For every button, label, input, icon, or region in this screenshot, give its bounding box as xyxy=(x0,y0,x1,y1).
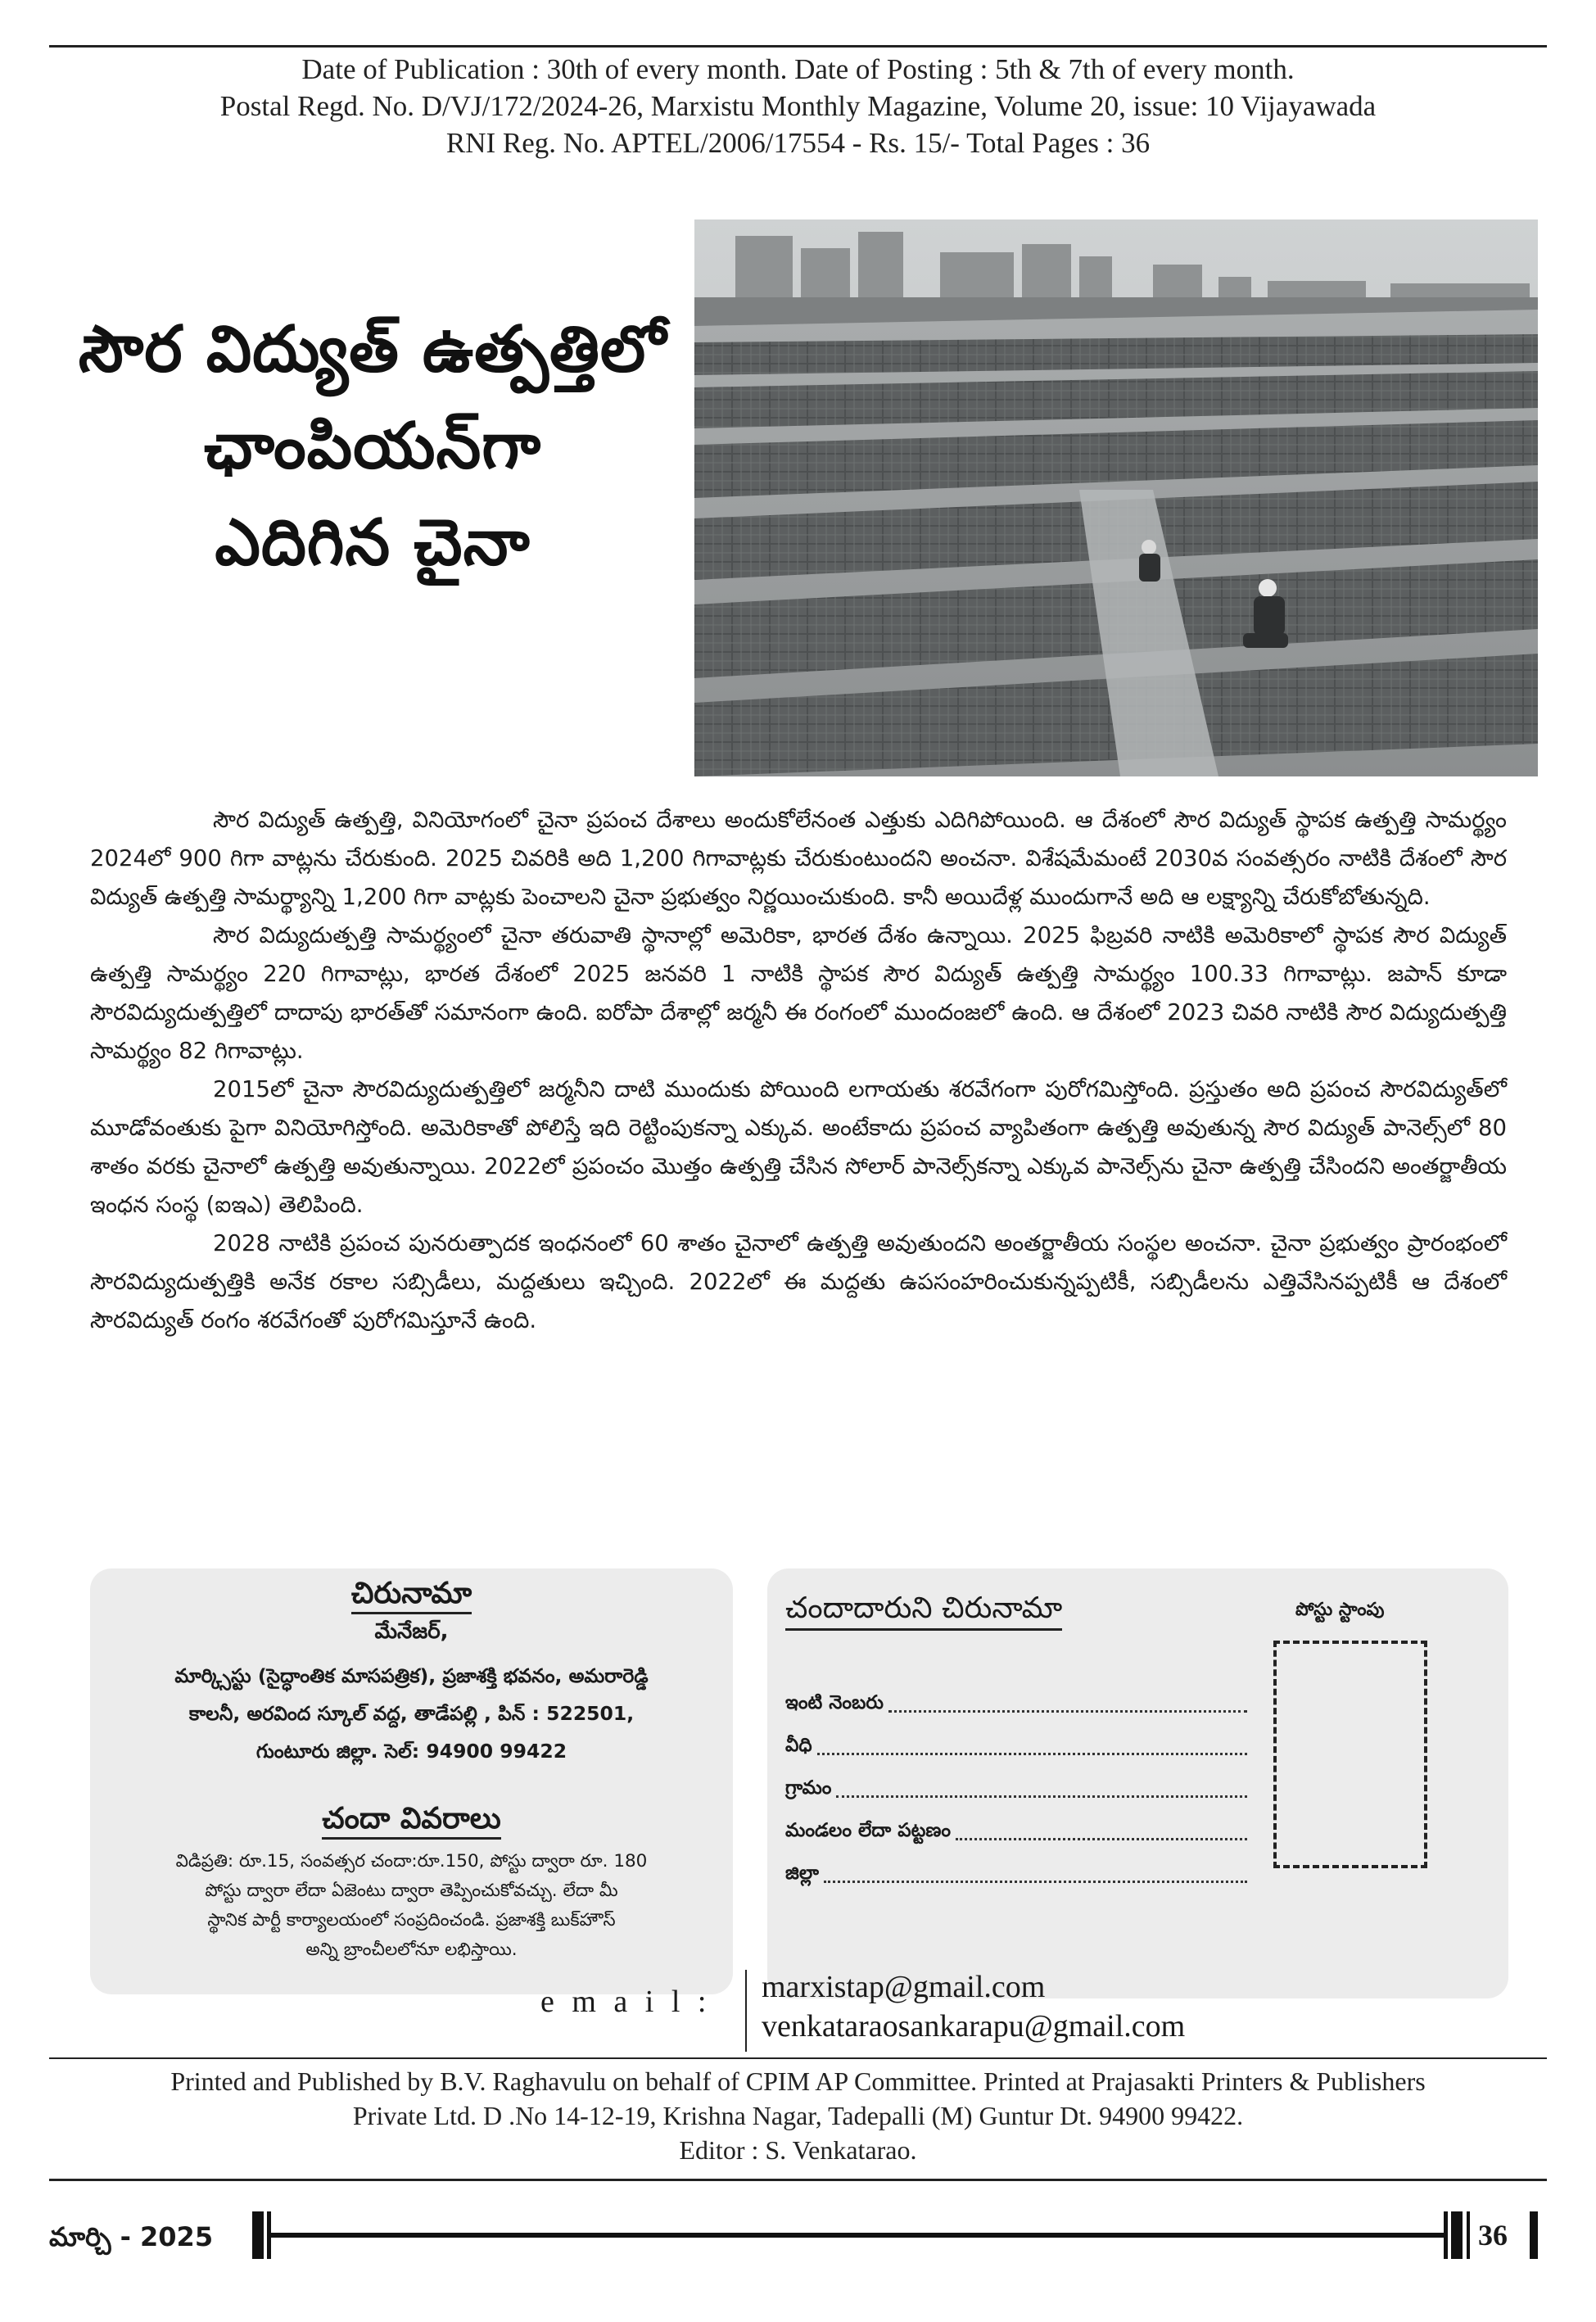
manager-label: మేనేజర్‌, xyxy=(374,1619,449,1644)
imprint-line-2: Private Ltd. D .No 14-12-19, Krishna Nagar, Tadepalli (M) Guntur Dt. 94900 99422. xyxy=(352,2101,1244,2130)
title-line-1: సౌర విద్యుత్‌ ఉత్పత్తిలో xyxy=(78,313,667,387)
email-link[interactable]: venkataraosankarapu@gmail.com xyxy=(762,2009,1186,2044)
subscription-line: పోస్టు ద్వారా లేదా ఏజెంటు ద్వారా తెప్పించుకోవచ్చు. లేదా మీ xyxy=(205,1881,618,1901)
footer-bar-end xyxy=(1530,2211,1538,2259)
field-village[interactable] xyxy=(785,1767,1252,1809)
field-street[interactable] xyxy=(785,1724,1252,1767)
article-paragraph: 2015లో చైనా సౌరవిద్యుదుత్పత్తిలో జర్మనీని దాటి ముందుకు పోయింది లగాయతు శరవేగంగా పురోగమిస్తోంది. ప్రస్తుతం అది ప్రపంచ సౌరవిద్యుత్‌లో మూడోవంతుకు పైగా వినియోగిస్తోంది. అమెరికాతో పోలిస్తే ఇది రెట్టింపుకన్నా ఎక్కువ. అంటేకాదు ప్రపంచ వ్యాపితంగా ఉత్పత్తి అవుతున్న సౌర విద్యుత్‌ పానెల్స్‌లో 80 శాతం వరకు చైనాలో ఉత్పత్తి అవుతున్నాయి. 2022లో ప్రపంచం మొత్తం ఉత్పత్తి చేసిన సోలార్‌ పానెల్స్‌కన్నా ఎక్కువ పానెల్స్‌ను చైనా ఉత్పత్తి చేసిందని అంతర్జాతీయ ఇంధన సంస్థ (ఐఇఎ) తెలిపింది. xyxy=(90,1076,1507,1218)
imprint-line-3: Editor : S. Venkatarao. xyxy=(679,2135,917,2165)
address-heading: చిరునామా xyxy=(351,1577,472,1614)
subscriber-heading: చందాదారుని చిరునామా xyxy=(785,1591,1062,1631)
field-label: ఇంటి నెంబరు xyxy=(785,1692,884,1713)
title-line-2: ఛాంపియన్‌గా xyxy=(203,410,542,483)
imprint-line-1: Printed and Published by B.V. Raghavulu on behalf of CPIM AP Committee. Printed at Prajasakti Printers & Publishers xyxy=(170,2066,1426,2096)
field-label: గ్రామం xyxy=(785,1777,832,1799)
field-label: జిల్లా xyxy=(785,1863,819,1884)
page-number: 36 xyxy=(1478,2219,1508,2252)
address-box xyxy=(90,1568,733,1994)
subscription-heading: చందా వివరాలు xyxy=(322,1802,501,1840)
article-paragraph: సౌర విద్యుత్‌ ఉత్పత్తి, వినియోగంలో చైనా ప్రపంచ దేశాలు అందుకోలేనంత ఎత్తుకు ఎదిగిపోయింది. ఆ దేశంలో సౌర విద్యుత్‌ స్థాపక ఉత్పత్తి సామర్థ్యం 2024లో 900 గిగా వాట్లను చేరుకుంది. 2025 చివరికి అది 1,200 గిగావాట్లకు చేరుకుంటుందని అంచనా. విశేషమేమంటే 2030వ సంవత్సరం నాటికి దేశంలో సౌర విద్యుత్‌ ఉత్పత్తి సామర్థ్యాన్ని 1,200 గిగా వాట్లకు పెంచాలని చైనా ప్రభుత్వం నిర్ణయించుకుంది. కానీ అయిదేళ్ల ముందుగానే అది ఆ లక్ష్యాన్ని చేరుకోబోతున్నది. xyxy=(90,807,1507,910)
masthead-line-3: RNI Reg. No. APTEL/2006/17554 - Rs. 15/- Total Pages : 36 xyxy=(445,127,1151,159)
email-divider xyxy=(745,1970,747,2052)
article-paragraph: 2028 నాటికి ప్రపంచ పునరుత్పాదక ఇంధనంలో 60 శాతం చైనాలో ఉత్పత్తి అవుతుందని అంతర్జాతీయ సంస్థల అంచనా. చైనా ప్రభుత్వం ప్రారంభంలో సౌరవిద్యుదుత్పత్తికి అనేక రకాల సబ్సిడీలు, మద్దతులు ఇచ్చింది. 2022లో ఈ మద్దతు ఉపసంహరించుకున్నప్పటికీ, సబ్సిడీలను ఎత్తివేసినప్పటికీ ఆ దేశంలో సౌరవిద్యుత్‌ రంగం శరవేగంతో పురోగమిస్తూనే ఉంది. xyxy=(90,1230,1507,1333)
address-line: కాలనీ, అరవింద స్కూల్‌ వద్ద, తాడేపల్లి , పిన్‌ : 522501, xyxy=(188,1702,635,1725)
subscription-line: స్థానిక పార్టీ కార్యాలయంలో సంప్రదించండి. ప్రజాశక్తి బుక్‌హౌస్‌ xyxy=(207,1910,616,1930)
field-house-number[interactable] xyxy=(785,1682,1252,1724)
footer-line xyxy=(271,2233,1444,2238)
field-mandal[interactable] xyxy=(785,1809,1252,1852)
subscription-line: అన్ని బ్రాంచీలలోనూ లభిస్తాయి. xyxy=(305,1940,518,1960)
stamp-placeholder xyxy=(1273,1641,1427,1868)
solar-panels-photo xyxy=(694,220,1538,776)
footer-bar-right-thin xyxy=(1444,2211,1448,2259)
top-rule xyxy=(49,45,1547,48)
subscriber-box xyxy=(767,1568,1508,1998)
address-line: గుంటూరు జిల్లా. సెల్‌: 94900 99422 xyxy=(255,1740,567,1763)
footer-bar-left xyxy=(252,2211,264,2259)
address-line: మార్క్సిస్టు (సైద్ధాంతిక మాసపత్రిక), ప్రజాశక్తి భవనం, అమరారెడ్డి xyxy=(174,1664,649,1687)
article-title xyxy=(49,301,696,591)
email-link[interactable]: marxistap@gmail.com xyxy=(762,1970,1046,2004)
field-label: మండలం లేదా పట్టణం xyxy=(785,1820,951,1841)
stamp-label: పోస్టు స్టాంపు xyxy=(1295,1600,1385,1620)
imprint-bottom-rule xyxy=(49,2179,1547,2181)
imprint-top-rule xyxy=(49,2057,1547,2059)
email-label: e m a i l : xyxy=(540,1985,712,2019)
subscription-line: విడిప్రతి: రూ.15, సంవత్సర చందా:రూ.150, పోస్టు ద్వారా రూ. 180 xyxy=(175,1851,648,1872)
article-body xyxy=(90,801,1507,1340)
masthead-line-1: Date of Publication : 30th of every month. Date of Posting : 5th & 7th of every month. xyxy=(301,53,1295,85)
field-label: వీధి xyxy=(785,1735,812,1756)
field-district[interactable] xyxy=(785,1852,1252,1894)
article-paragraph: సౌర విద్యుదుత్పత్తి సామర్థ్యంలో చైనా తరువాతి స్థానాల్లో అమెరికా, భారత దేశం ఉన్నాయి. 2025 ఫిబ్రవరి నాటికి అమెరికాలో స్థాపక సౌర విద్యుత్‌ ఉత్పత్తి సామర్థ్యం 220 గిగావాట్లు, భారత దేశంలో 2025 జనవరి 1 నాటికి స్థాపక సౌర విద్యుత్‌ ఉత్పత్తి సామర్థ్యం 100.33 గిగావాట్లు. జపాన్‌ కూడా సౌరవిద్యుదుత్పత్తిలో దాదాపు భారత్‌తో సమానంగా ఉంది. ఐరోపా దేశాల్లో జర్మనీ ఈ రంగంలో ముందంజలో ఉంది. ఆ దేశంలో 2023 చివరి నాటికి సౌర విద్యుదుత్పత్తి సామర్థ్యం 82 గిగావాట్లు. xyxy=(90,922,1507,1064)
page-number-divider xyxy=(1467,2211,1470,2259)
masthead-line-2: Postal Regd. No. D/VJ/172/2024-26, Marxistu Monthly Magazine, Volume 20, issue: 10 Vijayawada xyxy=(219,90,1377,122)
footer-bar-right xyxy=(1451,2211,1463,2259)
title-line-3: ఎదిగిన చైనా xyxy=(215,506,531,580)
issue-label: మార్చి - 2025 xyxy=(49,2221,214,2252)
